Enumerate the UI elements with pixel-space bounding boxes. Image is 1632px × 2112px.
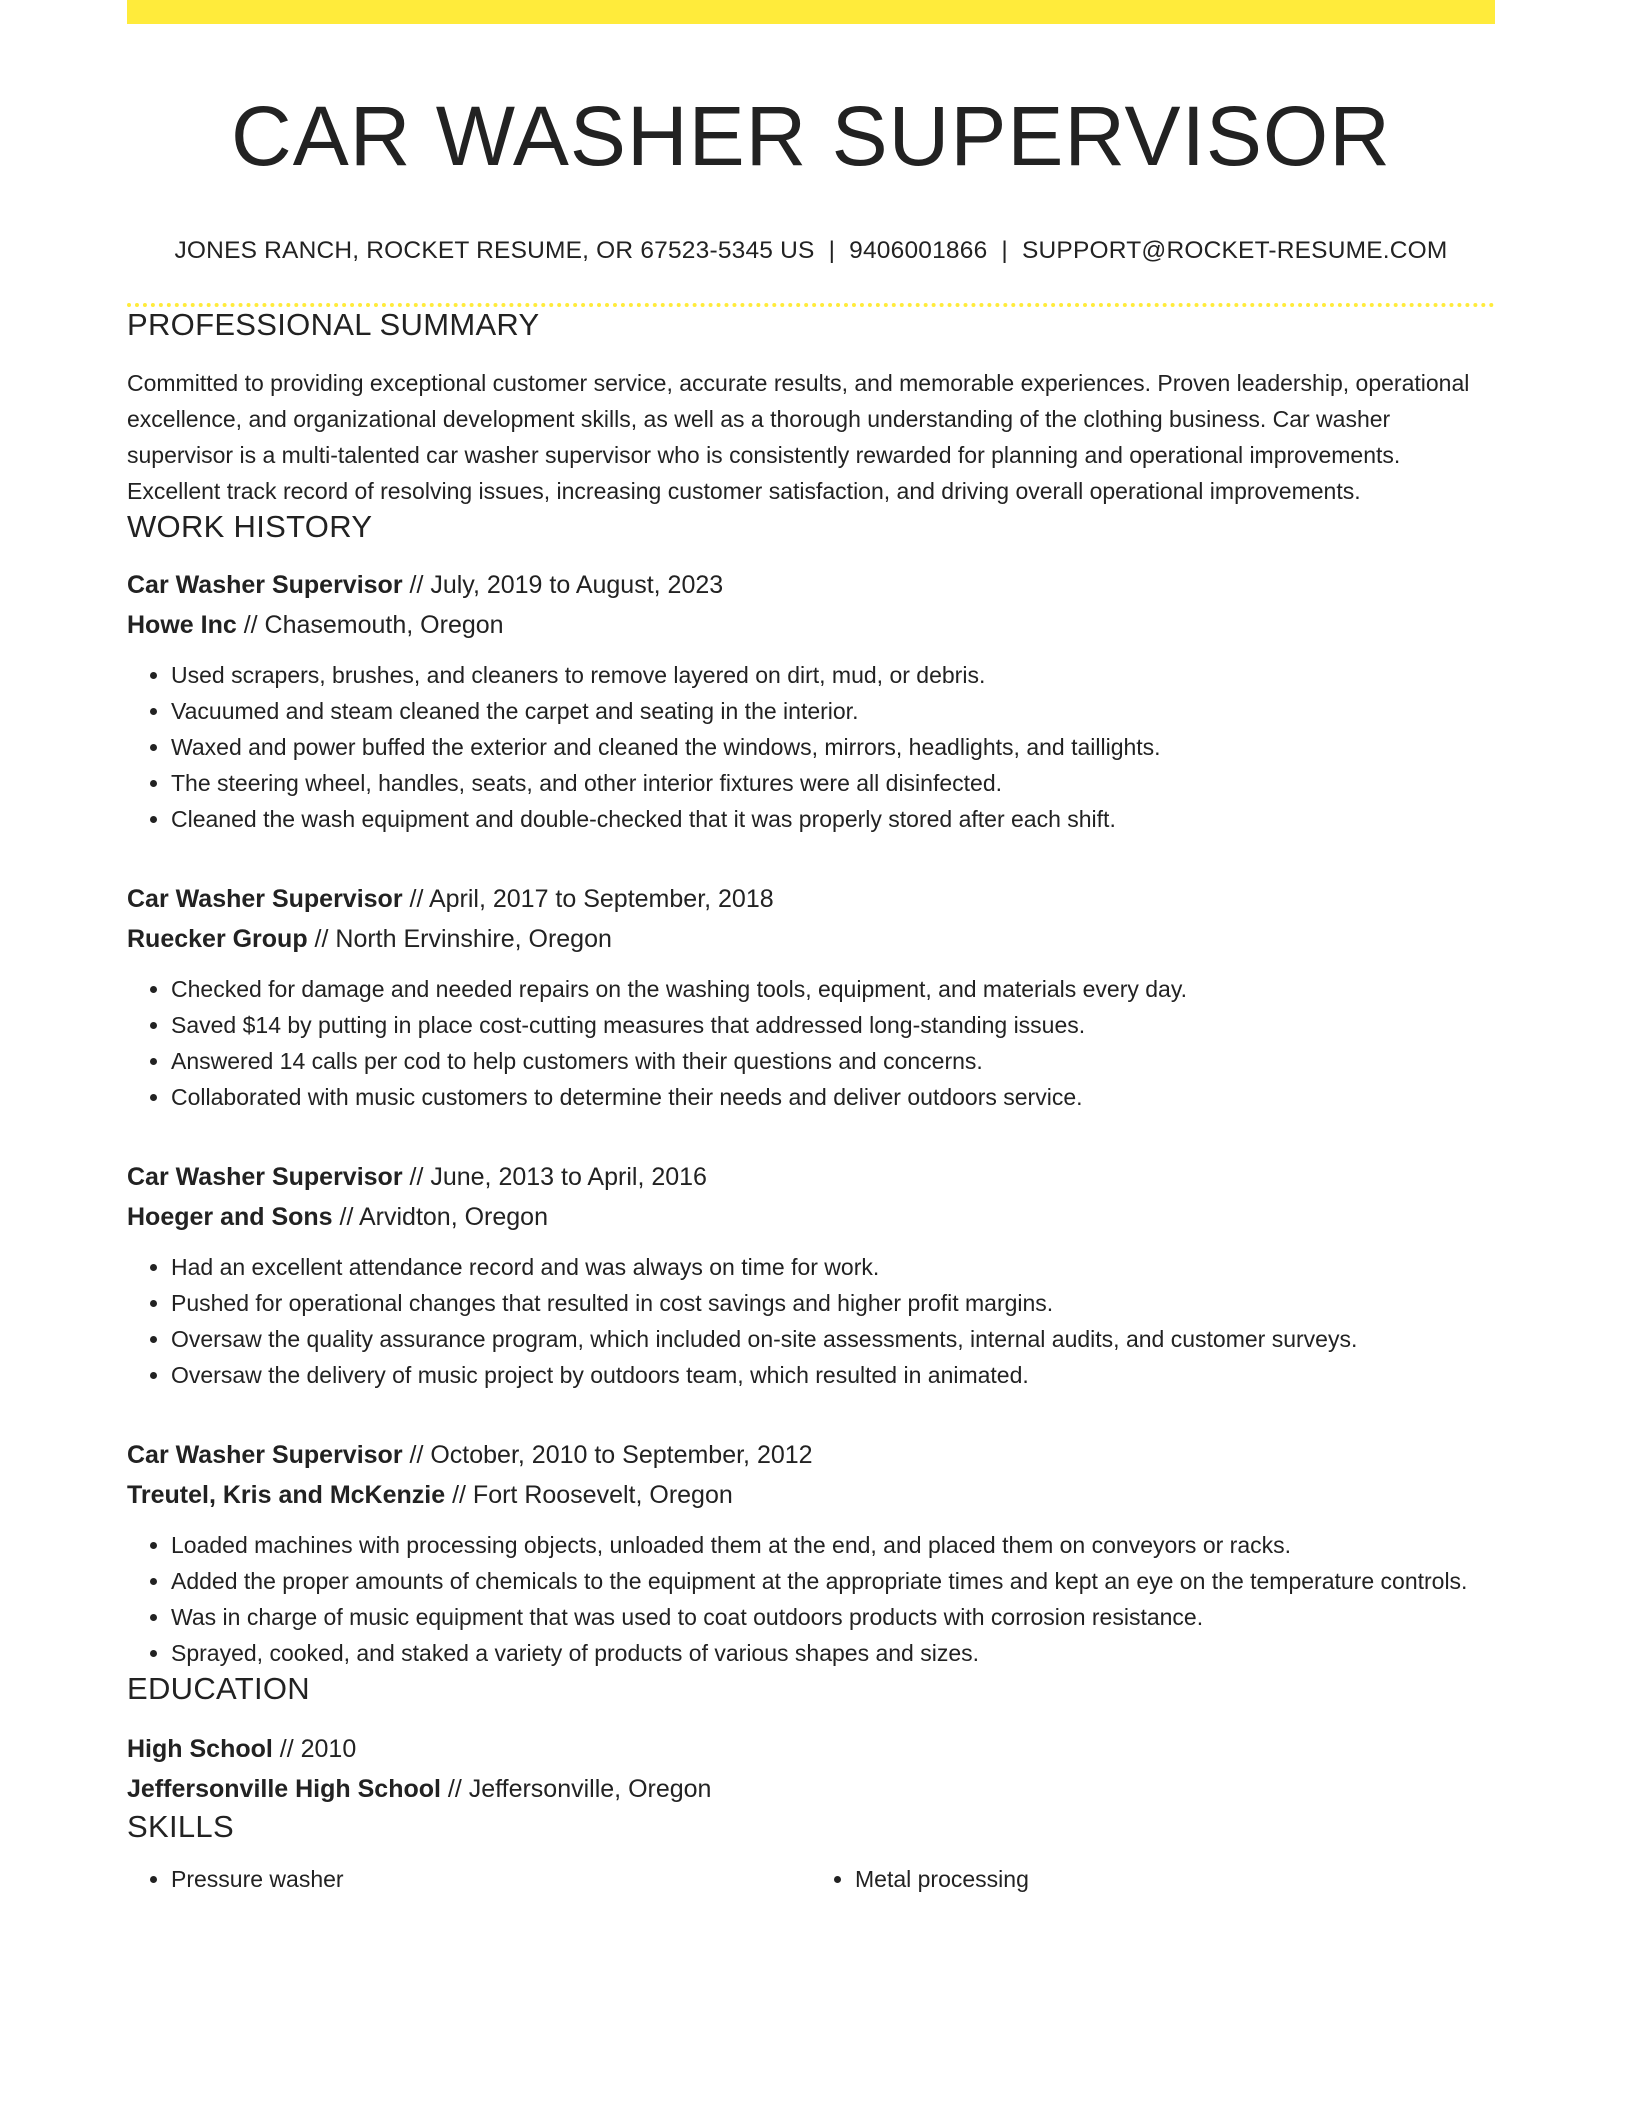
skills-grid	[127, 1861, 1495, 1897]
job-bullet: • Vacuumed and steam cleaned the carpet and seating in the interior.	[171, 693, 1495, 729]
job-location: // Arvidton, Oregon	[332, 1202, 548, 1231]
work-history-heading: WORK HISTORY	[127, 508, 373, 544]
job-bullets	[127, 1527, 1495, 1671]
job-location: // Chasemouth, Oregon	[236, 610, 504, 639]
job-bullet: • Used scrapers, brushes, and cleaners to remove layered on dirt, mud, or debris.	[171, 657, 1495, 693]
job-dates: // October, 2010 to September, 2012	[402, 1440, 813, 1469]
education-degree: High School	[127, 1734, 273, 1763]
job-entry	[127, 879, 1495, 1115]
skills-heading: SKILLS	[127, 1808, 234, 1844]
education-entry	[127, 1729, 1495, 1809]
education-heading: EDUCATION	[127, 1670, 310, 1706]
job-dates: // July, 2019 to August, 2023	[402, 570, 724, 599]
contact-phone: 9406001866	[849, 236, 988, 264]
job-dates: // June, 2013 to April, 2016	[402, 1162, 707, 1191]
job-role-line	[127, 879, 1495, 919]
job-dates: // April, 2017 to September, 2018	[402, 884, 774, 913]
job-bullet: • The steering wheel, handles, seats, and other interior fixtures were all disinfected.	[171, 765, 1495, 801]
skill-item: • Pressure washer	[171, 1861, 811, 1897]
job-company-line	[127, 1197, 1495, 1237]
job-bullets	[127, 971, 1495, 1115]
job-role-line	[127, 1157, 1495, 1197]
education-year: // 2010	[272, 1734, 357, 1763]
job-location: // North Ervinshire, Oregon	[307, 924, 612, 953]
education-school: Jeffersonville High School	[127, 1774, 441, 1803]
job-role: Car Washer Supervisor	[127, 570, 403, 599]
summary-heading: PROFESSIONAL SUMMARY	[127, 306, 540, 342]
job-company-line	[127, 1475, 1495, 1515]
contact-separator: |	[828, 236, 836, 264]
job-bullet: • Checked for damage and needed repairs on the washing tools, equipment, and materials every day.	[171, 971, 1495, 1007]
job-bullet: • Had an excellent attendance record and was always on time for work.	[171, 1249, 1495, 1285]
contact-email: SUPPORT@ROCKET-RESUME.COM	[1021, 236, 1448, 264]
job-bullet: • Cleaned the wash equipment and double-checked that it was properly stored after each shift.	[171, 801, 1495, 837]
job-role-line	[127, 1435, 1495, 1475]
job-company: Howe Inc	[127, 610, 237, 639]
contact-address: JONES RANCH, ROCKET RESUME, OR 67523-5345 US	[174, 236, 815, 264]
job-bullet: • Collaborated with music customers to determine their needs and deliver outdoors service.	[171, 1079, 1495, 1115]
job-company: Treutel, Kris and McKenzie	[127, 1480, 446, 1509]
skills-column-left	[127, 1861, 811, 1897]
contact-line	[127, 237, 1495, 265]
job-role: Car Washer Supervisor	[127, 1440, 403, 1469]
job-bullet: • Oversaw the delivery of music project by outdoors team, which resulted in animated.	[171, 1357, 1495, 1393]
job-company: Ruecker Group	[127, 924, 308, 953]
summary-text: Committed to providing exceptional customer service, accurate results, and memorable experiences. Proven leadership, operational excellence, and organizational development skills, as well as a thorough understanding of the clothing business. Car washer supervisor is a multi-talented car washer supervisor who is consistently rewarded for planning and operational improvements. Excellent track record of resolving issues, increasing customer satisfaction, and driving overall operational improvements.	[127, 369, 1470, 504]
resume-title: CAR WASHER SUPERVISOR	[231, 89, 1391, 183]
job-role: Car Washer Supervisor	[127, 1162, 403, 1191]
job-bullets	[127, 657, 1495, 837]
job-bullet: • Was in charge of music equipment that was used to coat outdoors products with corrosion resistance.	[171, 1599, 1495, 1635]
education-degree-line	[127, 1729, 1495, 1769]
job-bullet: • Saved $14 by putting in place cost-cutting measures that addressed long-standing issues.	[171, 1007, 1495, 1043]
job-bullet: • Answered 14 calls per cod to help customers with their questions and concerns.	[171, 1043, 1495, 1079]
skills-column-right	[811, 1861, 1495, 1897]
job-role: Car Washer Supervisor	[127, 884, 403, 913]
job-company-line	[127, 919, 1495, 959]
job-bullet: • Pushed for operational changes that resulted in cost savings and higher profit margins.	[171, 1285, 1495, 1321]
job-bullets	[127, 1249, 1495, 1393]
job-location: // Fort Roosevelt, Oregon	[445, 1480, 733, 1509]
job-entry	[127, 1435, 1495, 1671]
job-bullet: • Added the proper amounts of chemicals to the equipment at the appropriate times and kept an eye on the temperature controls.	[171, 1563, 1495, 1599]
job-entry	[127, 565, 1495, 837]
education-location: // Jeffersonville, Oregon	[440, 1774, 712, 1803]
education-school-line	[127, 1769, 1495, 1809]
skill-item: • Metal processing	[855, 1861, 1495, 1897]
job-company: Hoeger and Sons	[127, 1202, 333, 1231]
contact-separator: |	[1001, 236, 1008, 264]
job-bullet: • Waxed and power buffed the exterior and cleaned the windows, mirrors, headlights, and taillights.	[171, 729, 1495, 765]
job-role-line	[127, 565, 1495, 605]
job-company-line	[127, 605, 1495, 645]
job-bullet: • Sprayed, cooked, and staked a variety of products of various shapes and sizes.	[171, 1635, 1495, 1671]
job-bullet: • Loaded machines with processing objects, unloaded them at the end, and placed them on conveyors or racks.	[171, 1527, 1495, 1563]
job-entry	[127, 1157, 1495, 1393]
resume-page	[127, 0, 1495, 1897]
job-bullet: • Oversaw the quality assurance program, which included on-site assessments, internal audits, and customer surveys.	[171, 1321, 1495, 1357]
accent-top-bar	[127, 0, 1495, 24]
